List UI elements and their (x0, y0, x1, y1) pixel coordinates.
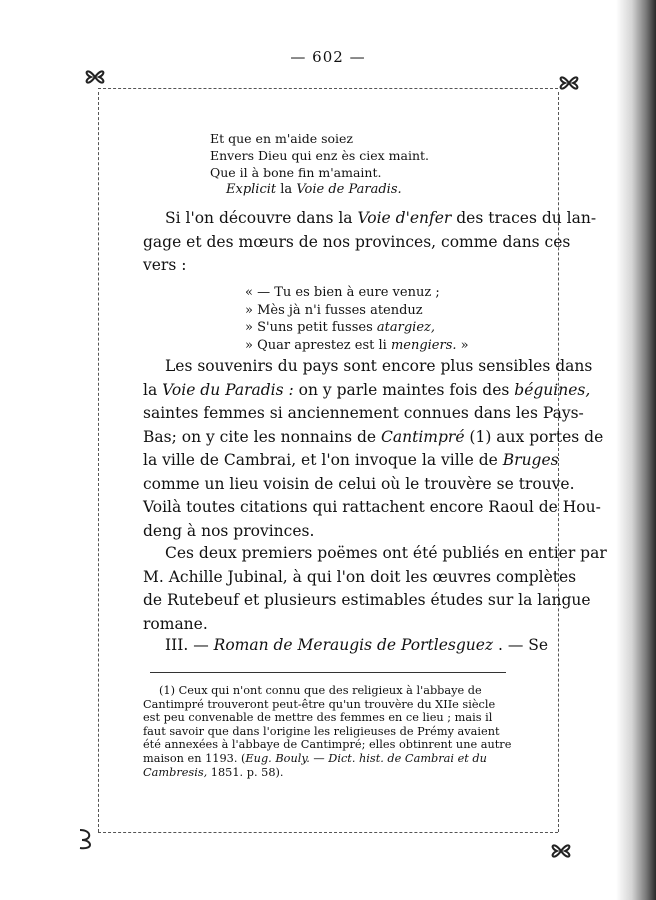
paragraph-line: Les souvenirs du pays sont encore plus sensibles dans (165, 357, 593, 375)
italic-word: atargiez, (376, 320, 435, 335)
text-span: . — Se (493, 636, 549, 654)
paragraph-souvenirs (143, 355, 604, 543)
quote-line (245, 319, 469, 337)
text-span: la (143, 380, 163, 399)
place-name: Bruges (502, 451, 559, 469)
explicit-mid: la (276, 182, 297, 197)
footnote-line: été annexées à l'abbaye de Cantimpré; elles obtinrent une autre (143, 738, 512, 752)
page-gutter-shadow (616, 0, 656, 900)
paragraph-meraugis (143, 634, 549, 658)
text-span: » S'uns petit fusses (245, 320, 377, 335)
paragraph-line: de Rutebeuf et plusieurs estimables études sur la langue (143, 591, 591, 609)
frame-bottom-border (98, 832, 558, 833)
paragraph-line: Ces deux premiers poëmes ont été publiés en entier par (165, 544, 607, 562)
verse-line: Que il à bone fin m'amaint. (210, 165, 382, 180)
paragraph-poemes (143, 542, 607, 636)
text-span: on y parle maintes fois des (293, 380, 515, 399)
text-span: III. — (165, 636, 214, 654)
work-title: Voie du Paradis : (162, 380, 294, 399)
explicit-line (226, 182, 402, 197)
text-span: 1851. p. 58). (207, 765, 284, 779)
text-span: Bas; on y cite les nonnains de (143, 427, 382, 446)
place-name: Cantimpré (381, 427, 465, 446)
footnote (143, 684, 512, 779)
frame-top-border (98, 88, 558, 89)
text-span: (1) aux portes de (464, 427, 604, 446)
text-span: maison en 1193. ( (143, 751, 246, 765)
page-number: — 602 — (290, 48, 366, 66)
paragraph-line: vers : (143, 256, 187, 274)
quoted-verse (245, 284, 469, 354)
work-title: Voie d'enfer (357, 209, 452, 227)
text-span: Si l'on découvre dans la (165, 209, 358, 227)
text-span: » (456, 337, 469, 353)
paragraph-line: M. Achille Jubinal, à qui l'on doit les œuvres complètes (143, 567, 577, 586)
text-span: » Quar aprestez est li (245, 337, 391, 353)
footnote-rule (150, 672, 506, 673)
paragraph-line: comme un lieu voisin de celui où le trouvère se trouve. (143, 474, 575, 493)
work-title: Roman de Meraugis de Portlesguez (213, 636, 494, 654)
corner-ornament-icon (548, 838, 574, 864)
paragraph-voie-enfer (143, 207, 597, 278)
citation: Cambresis, (143, 765, 208, 779)
verse-line: Et que en m'aide soiez (210, 131, 353, 146)
italic-word: mengiers. (390, 337, 457, 353)
corner-ornament-icon (72, 826, 98, 852)
corner-ornament-icon (556, 70, 582, 96)
explicit-title: Voie de Paradis. (296, 182, 402, 197)
paragraph-line: Voilà toutes citations qui rattachent encore Raoul de Hou- (143, 498, 601, 516)
verse-block (210, 130, 429, 181)
explicit-word: Explicit (226, 182, 277, 197)
text-span: des traces du lan- (451, 209, 597, 227)
paragraph-line: gage et des mœurs de nos provinces, comme dans ces (143, 232, 571, 251)
footnote-line: (1) Ceux qui n'ont connu que des religieux à l'abbaye de (159, 684, 482, 697)
quote-line (245, 337, 469, 355)
frame-left-border (98, 92, 99, 832)
citation: Eug. Bouly. — Dict. hist. de Cambrai et du (245, 751, 487, 765)
quote-line: » Mès jà n'i fusses atenduz (245, 302, 423, 318)
paragraph-line: deng à nos provinces. (143, 521, 315, 540)
footnote-line: Cantimpré trouveront peut-être qu'un trouvère du XIIe siècle (143, 697, 496, 711)
paragraph-line: saintes femmes si anciennement connues dans les Pays- (143, 404, 584, 422)
text-span: la ville de Cambrai, et l'on invoque la ville de (143, 451, 503, 469)
quote-line: « — Tu es bien à eure venuz ; (245, 285, 440, 300)
footnote-line: est peu convenable de mettre des femmes en ce lieu ; mais il (143, 711, 493, 725)
paragraph-line: romane. (143, 614, 208, 633)
corner-ornament-icon (82, 64, 108, 90)
italic-word: béguines, (514, 380, 591, 399)
footnote-line: faut savoir que dans l'origine les religieuses de Prémy avaient (143, 724, 500, 738)
verse-line: Envers Dieu qui enz ès ciex maint. (210, 148, 430, 163)
